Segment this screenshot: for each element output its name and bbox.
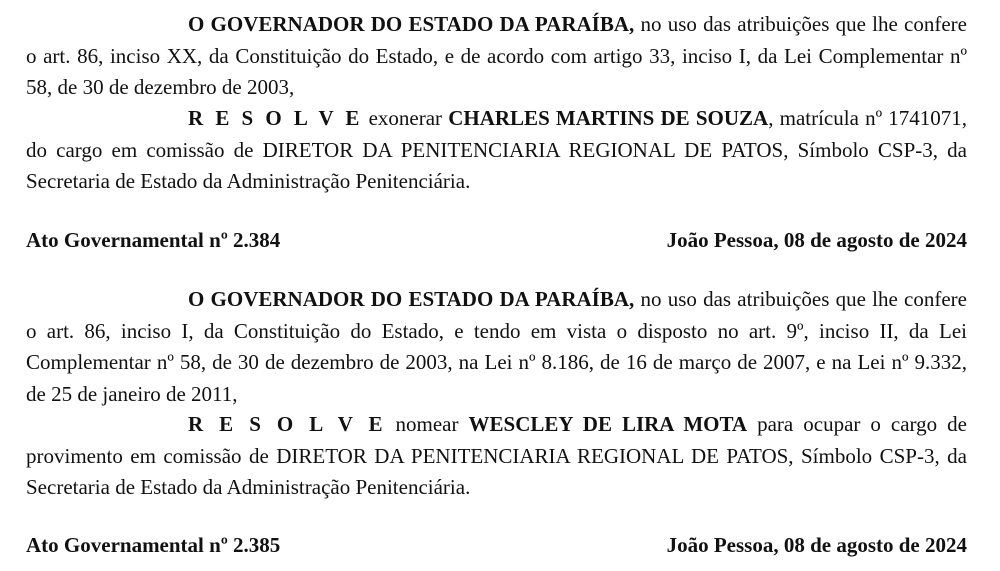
person-name: CHARLES MARTINS DE SOUZA: [448, 106, 769, 130]
decree-1-preamble: [26, 9, 967, 104]
ato-place-date: João Pessoa, 08 de agosto de 2024: [666, 532, 967, 557]
governor-heading: O GOVERNADOR DO ESTADO DA PARAÍBA,: [188, 287, 635, 311]
action-verb: exonerar: [362, 106, 449, 130]
action-verb: nomear: [385, 412, 469, 436]
ato-number: Ato Governamental nº 2.384: [26, 227, 281, 252]
preamble-text: no uso das atribuições que lhe confere o art. 86, inciso I, da Constituição do Estado, e tendo em vista o disposto no art. 9º, inciso II, da Lei Complementar nº 58, de 30 de dezembro de 2003, na Lei nº 8.186, de 16 de março de 2007, e na Lei nº 9.332, de 25 de janeiro de 2011,: [26, 287, 968, 406]
decree-1-resolution: [26, 103, 967, 198]
resolve-keyword: R E S O L V E: [188, 412, 386, 436]
ato-header-2384: [26, 225, 967, 255]
person-name: WESCLEY DE LIRA MOTA: [468, 412, 748, 436]
preamble-text: no uso das atribuições que lhe confere o art. 86, inciso XX, da Constituição do Estado, e de acordo com artigo 33, inciso I, da Lei Complementar nº 58, de 30 de dezembro de 2003,: [26, 12, 968, 99]
resolve-keyword: R E S O L V E: [188, 106, 363, 130]
resolution-text: para ocupar o cargo de provimento em comissão de DIRETOR DA PENITENCIARIA REGIONAL DE PATOS, Símbolo CSP-3, da Secretaria de Estado da Administração Penitenciária.: [26, 412, 967, 499]
resolution-text: , matrícula nº 1741071, do cargo em comissão de DIRETOR DA PENITENCIARIA REGIONAL DE PATOS, Símbolo CSP-3, da Secretaria de Estado da Administração Penitenciária.: [26, 106, 967, 193]
decree-2-resolution: [26, 409, 967, 504]
ato-header-2385: [26, 530, 967, 560]
governor-heading: O GOVERNADOR DO ESTADO DA PARAÍBA,: [188, 12, 635, 36]
decree-2-preamble: [26, 284, 967, 410]
ato-number: Ato Governamental nº 2.385: [26, 532, 281, 557]
ato-place-date: João Pessoa, 08 de agosto de 2024: [666, 227, 967, 252]
